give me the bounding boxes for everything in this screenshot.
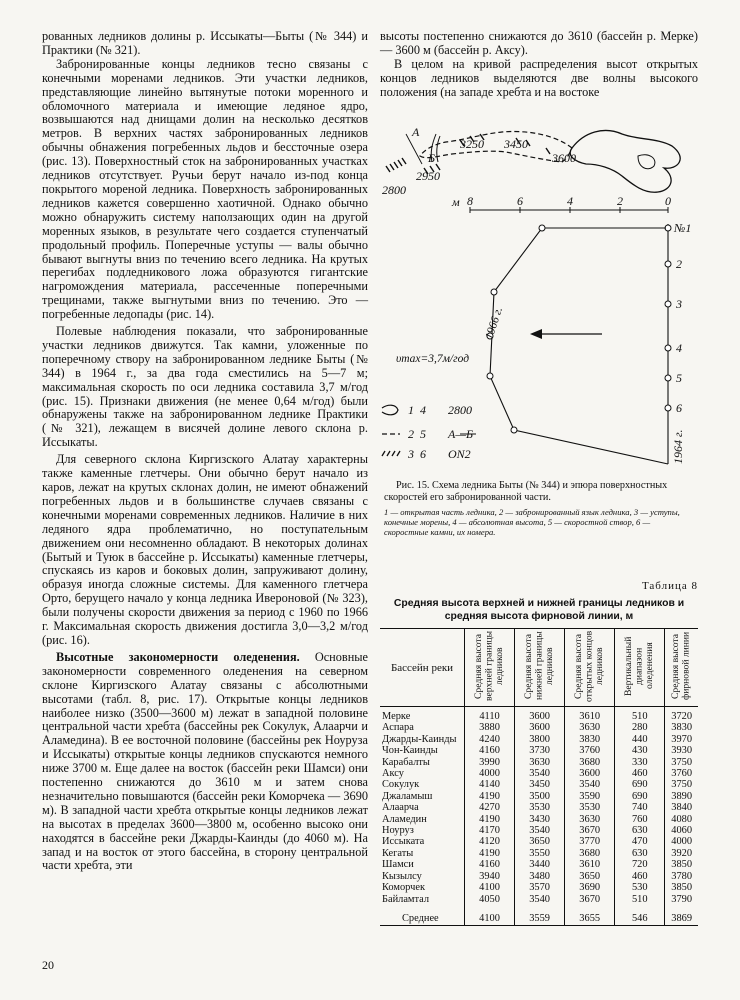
value-cell: 4000: [465, 768, 515, 779]
value-cell: 3720: [665, 707, 698, 723]
value-cell: 3540: [515, 894, 565, 905]
basin-name-cell: Шамси: [382, 859, 414, 871]
value-cell: 3600: [515, 722, 565, 733]
stone-number: 4: [676, 341, 682, 355]
value-cell: 630: [615, 848, 665, 859]
table-row: [380, 791, 698, 802]
table-row: [380, 882, 698, 893]
value-cell: 3730: [515, 745, 565, 756]
table-row: [380, 825, 698, 836]
value-cell: 4170: [465, 825, 515, 836]
value-cell: 760: [615, 814, 665, 825]
axis-tick-label: 2: [617, 194, 623, 208]
axis-tick-label: 8: [467, 194, 473, 208]
value-cell: 3930: [665, 745, 698, 756]
table-row: [380, 802, 698, 813]
column-header: Средняя высота открытых концов ледников: [565, 629, 615, 707]
value-cell: 3690: [565, 882, 615, 893]
value-cell: 4190: [465, 814, 515, 825]
value-cell: 430: [615, 745, 665, 756]
legend-number: 1: [408, 403, 414, 417]
profile-end-b: Б: [428, 151, 436, 165]
value-cell: 3680: [565, 757, 615, 768]
column-header: Средняя высота нижней границы ледников: [515, 629, 565, 707]
value-cell: 3990: [465, 757, 515, 768]
armored-tongue-outline: [420, 132, 572, 162]
value-cell: 3760: [565, 745, 615, 756]
legend-number: 5: [420, 427, 426, 441]
value-cell: 740: [615, 802, 665, 813]
year-label-1966: 1966 г.: [483, 305, 506, 341]
height-mark: 3450: [504, 137, 528, 151]
stone-number: 5: [676, 371, 682, 385]
table-header-row: [380, 629, 698, 707]
value-cell: 3830: [565, 734, 615, 745]
basin-name-cell: Карабалты: [382, 756, 430, 768]
value-cell: 3830: [665, 722, 698, 733]
value-cell: 3970: [665, 734, 698, 745]
value-cell: 4050: [465, 894, 515, 905]
value-cell: 3670: [565, 894, 615, 905]
page-number: 20: [42, 958, 54, 972]
stone-number: 2: [676, 257, 682, 271]
profile-end-a: А: [412, 125, 420, 139]
axis-tick-label: 6: [517, 194, 523, 208]
table-row: [380, 722, 698, 733]
section-heading: Высотные закономерности оледенения.: [56, 649, 300, 664]
value-cell: 3680: [565, 848, 615, 859]
legend-stone-sample: ON2: [448, 447, 471, 461]
data-table: [380, 628, 698, 926]
value-cell: 440: [615, 734, 665, 745]
height-mark: 3600: [552, 151, 576, 165]
value-cell: 3630: [515, 757, 565, 768]
value-cell: 3890: [665, 791, 698, 802]
basin-name-cell: Джаламыш: [382, 790, 433, 802]
legend-number: 6: [420, 447, 426, 461]
value-cell: 280: [615, 722, 665, 733]
legend-number: 3: [408, 447, 414, 461]
value-cell: 460: [615, 871, 665, 882]
value-cell: 4140: [465, 779, 515, 790]
value-cell: 3480: [515, 871, 565, 882]
value-cell: 3500: [515, 791, 565, 802]
value-cell: 3840: [665, 802, 698, 813]
value-cell: 3530: [565, 802, 615, 813]
average-value-cell: 546: [615, 905, 665, 926]
value-cell: 3760: [665, 768, 698, 779]
value-cell: 4110: [465, 707, 515, 723]
value-cell: 630: [615, 825, 665, 836]
height-mark: 2800: [382, 183, 406, 197]
value-cell: 3610: [565, 859, 615, 870]
value-cell: 3650: [515, 836, 565, 847]
flow-direction-arrow: [530, 329, 602, 339]
value-cell: 4100: [465, 882, 515, 893]
value-cell: 3540: [565, 779, 615, 790]
value-cell: 4160: [465, 859, 515, 870]
value-cell: 530: [615, 882, 665, 893]
table-row: [380, 768, 698, 779]
paragraph: рованных ледников долины р. Иссыкаты—Быты (№ 344) и Практики (№ 321).: [42, 29, 368, 57]
table-row: [380, 848, 698, 859]
legend-profile-sample: А—Б: [448, 427, 474, 441]
stone-number: №1: [674, 221, 692, 235]
table-row: [380, 814, 698, 825]
column-header: Средняя высота фирновой линии: [665, 629, 698, 707]
value-cell: 3530: [515, 802, 565, 813]
value-cell: 3650: [565, 871, 615, 882]
basin-name-cell: Чон-Каинды: [382, 745, 438, 757]
basin-name-cell: Аспара: [382, 722, 414, 734]
paragraph: высоты постепенно снижаются до 3610 (бассейн р. Мерке) — 3600 м (бассейн р. Аксу).: [380, 29, 698, 57]
value-cell: 3750: [665, 757, 698, 768]
value-cell: 3540: [515, 768, 565, 779]
value-cell: 3880: [465, 722, 515, 733]
legend-number: 2: [408, 427, 414, 441]
table-row: [380, 779, 698, 790]
table-row: [380, 894, 698, 905]
table-row: [380, 871, 698, 882]
table-title: Средняя высота верхней и нижней границы ледников и средняя высота фирновой линии, м: [393, 598, 685, 622]
value-cell: 3550: [515, 848, 565, 859]
stone-number: 6: [676, 401, 682, 415]
value-cell: 4160: [465, 745, 515, 756]
value-cell: 3750: [665, 779, 698, 790]
basin-name-cell: Коморчек: [382, 882, 426, 894]
value-cell: 4080: [665, 814, 698, 825]
table-row: [380, 734, 698, 745]
value-cell: 330: [615, 757, 665, 768]
basin-name-cell: Мерке: [382, 711, 411, 722]
max-velocity-label: υmax=3,7м/год: [396, 353, 470, 365]
basin-name-cell: Кызылсу: [382, 870, 422, 882]
table-row: [380, 707, 698, 723]
value-cell: 3670: [565, 825, 615, 836]
table-label: Таблица 8: [641, 580, 698, 592]
table-row: [380, 859, 698, 870]
value-cell: 3850: [665, 882, 698, 893]
value-cell: 4190: [465, 848, 515, 859]
basin-name-cell: Ноуруз: [382, 825, 414, 837]
value-cell: 3440: [515, 859, 565, 870]
basin-name-cell: Кегаты: [382, 847, 414, 859]
value-cell: 720: [615, 859, 665, 870]
axis-tick-label: 0: [665, 194, 671, 208]
average-value-cell: 3559: [515, 905, 565, 926]
basin-name-cell: Сокулук: [382, 779, 420, 791]
axis-unit-label: м: [452, 195, 460, 209]
stone-number: 3: [676, 297, 682, 311]
value-cell: 4270: [465, 802, 515, 813]
value-cell: 690: [615, 779, 665, 790]
value-cell: 4060: [665, 825, 698, 836]
basin-name-cell: Аламедин: [382, 813, 427, 825]
value-cell: 4120: [465, 836, 515, 847]
paragraph-body: Основные закономерности современного оледенения на северном склоне Киргизского Алатау связаны с абсолютными высотами (табл. 8, рис. 17). Открытые концы ледников наиболее низко (3500—3600 м) лежат в западной половине центральной части хребта (бассейны рек Сокулук, Алаарчи и Аламедина). В ее восточной половине (бассейны рек Ноуруза и Иссыкаты) открытые концы ледников спускаются немного ниже 3700 м. Еще далее на восток (бассейн реки Шамси) они постепенно снижаются до 3610 м и затем снова незначительно повышаются (бассейн реки Коморчека — 3690 м). В западной части хребта открытые концы ледников лежат на высотах в пределах 3600—3800 м, особенно высоко они находятся в бассейне реки Джарды-Каинды (до 4060 м). На запад и на восток от этого бассейна, в сторону центральной части хребта, эти: [42, 649, 369, 873]
right-text-column: [380, 30, 698, 100]
legend-height-sample: 2800: [448, 403, 472, 417]
value-cell: 510: [615, 707, 665, 723]
column-header: Вертикальный диапазон оледенения: [615, 629, 665, 707]
value-cell: 3800: [515, 734, 565, 745]
average-value-cell: 3869: [665, 905, 698, 926]
value-cell: 460: [615, 768, 665, 779]
paragraph: Для северного склона Киргизского Алатау характерны также каменные глетчеры. Они обычно берут начало из каров, лежат на крутых склонах долин, не имеют обнажений погребенных льдов и в большинстве случаев связаны с конечными моренами современных ледников. Наличие в них ледяного ядра проблематично, но поступательным движением они несомненно обладают. В некоторых долинах (Бытый и Туюк в бассейне р. Иссыкаты) каменные глетчеры, спускаясь из каров и боковых долин, запруживают долину, образуя иногда сложные системы. Для каменного глетчера Орто, берущего начало у конца ледника Ивероновой (№ 323), были получены скорости движения за период с 1960 по 1966 г. Максимальная скорость движения достигла 3,0—3,2 м/год (рис. 16).: [42, 452, 368, 647]
basin-name-cell: Аксу: [382, 768, 404, 780]
value-cell: 3600: [515, 707, 565, 723]
glacier-inner-outline: [638, 155, 655, 169]
legend-number: 4: [420, 403, 426, 417]
value-cell: 3600: [565, 768, 615, 779]
table-row: [380, 745, 698, 756]
table-row: [380, 836, 698, 847]
value-cell: 3790: [665, 894, 698, 905]
value-cell: 470: [615, 836, 665, 847]
value-cell: 3540: [515, 825, 565, 836]
paragraph: В целом на кривой распределения высот открытых концов ледников выделяются две волны высокого положения (на западе хребта и на востоке: [380, 56, 698, 99]
value-cell: 4000: [665, 836, 698, 847]
value-cell: 3850: [665, 859, 698, 870]
value-cell: 3780: [665, 871, 698, 882]
value-cell: 3570: [515, 882, 565, 893]
average-value-cell: 4100: [465, 905, 515, 926]
value-cell: 3630: [565, 722, 615, 733]
caption-legend: 1 — открытая часть ледника, 2 — забронированный язык ледника, 3 — уступы, конечные морены, 4 — абсолютная высота, 5 — скоростной створ, 6 — скоростные камни, их номера.: [384, 507, 680, 537]
value-cell: 3590: [565, 791, 615, 802]
value-cell: 3940: [465, 871, 515, 882]
column-header: Средняя высота верхней границы ледников: [465, 629, 515, 707]
table-average-row: [380, 905, 698, 926]
value-cell: 3630: [565, 814, 615, 825]
figure-glacier-scheme: [376, 112, 698, 472]
paragraph: Забронированные концы ледников тесно связаны с конечными моренами ледников. Эти участки ледников, представляющие линейно вытянутые потоки моренного и обломочного материала и имеющие ледяное ядро, возвышаются над днищами долин на несколько десятков метров. В верхних частях забронированных ледников обычны обнажения погребенных льдов и бессточные озера (рис. 13). Поверхностный сток на забронированных участках ледников отсутствует. Ручьи берут начало из-под конца покрытого мореной ледника. Поверхность забронированных ледников кажется совершенно хаотичной. Однако обычно можно обнаружить систему наползающих один на другой моренных языков, в результате чего создается ступенчатый продольный профиль. Поперечные уступы — валы обычно бывают выгнуты вниз по течению всего ледника. На крутых перегибах подледникового ложа образуются гигантские нагромождения материала, рассеченные поперечными трещинами, также выгнутыми вниз по течению. Это — погребенные ледопады (рис. 14).: [42, 56, 368, 322]
value-cell: 3610: [565, 707, 615, 723]
value-cell: 3770: [565, 836, 615, 847]
basin-name-cell: Байламтал: [382, 893, 430, 905]
average-label-cell: Среднее: [380, 905, 465, 926]
value-cell: 3450: [515, 779, 565, 790]
left-text-column: [42, 30, 368, 873]
open-glacier-outline: [570, 130, 680, 192]
glacier-map: [406, 130, 680, 192]
value-cell: 3920: [665, 848, 698, 859]
caption-title: Рис. 15. Схема ледника Быты (№ 344) и эпюра поверхностных скоростей его забронированной части.: [384, 480, 668, 503]
height-mark: 2950: [416, 169, 440, 183]
value-cell: 690: [615, 791, 665, 802]
basin-name-cell: Иссыката: [382, 836, 425, 848]
table-row: [380, 757, 698, 768]
column-header: Бассейн реки: [380, 629, 465, 707]
value-cell: 510: [615, 894, 665, 905]
value-cell: 3430: [515, 814, 565, 825]
value-cell: 4240: [465, 734, 515, 745]
paragraph: Полевые наблюдения показали, что забронированные участки ледников движутся. Так камни, уложенные по поперечному створу на забронированном леднике Быты (№ 344) в 1964 г., за два года сместились на 5—7 м; максимальная скорость по оси ледника составила 3,7 м/год (рис. 15). Признаки движения (не менее 0,64 м/год) были обнаружены также на забронированном леднике Практики (№ 321), лежащем в висячей долине левого склона р. Иссыкаты.: [42, 324, 368, 450]
figure-caption: [384, 480, 690, 537]
basin-name-cell: Алаарча: [382, 802, 419, 814]
paragraph: [42, 651, 368, 874]
year-label-1964: 1964 г.: [671, 429, 685, 464]
average-value-cell: 3655: [565, 905, 615, 926]
basin-name-cell: Джарды-Каинды: [382, 733, 457, 745]
axis-tick-label: 4: [567, 194, 573, 208]
value-cell: 4190: [465, 791, 515, 802]
height-mark: 3250: [460, 137, 484, 151]
